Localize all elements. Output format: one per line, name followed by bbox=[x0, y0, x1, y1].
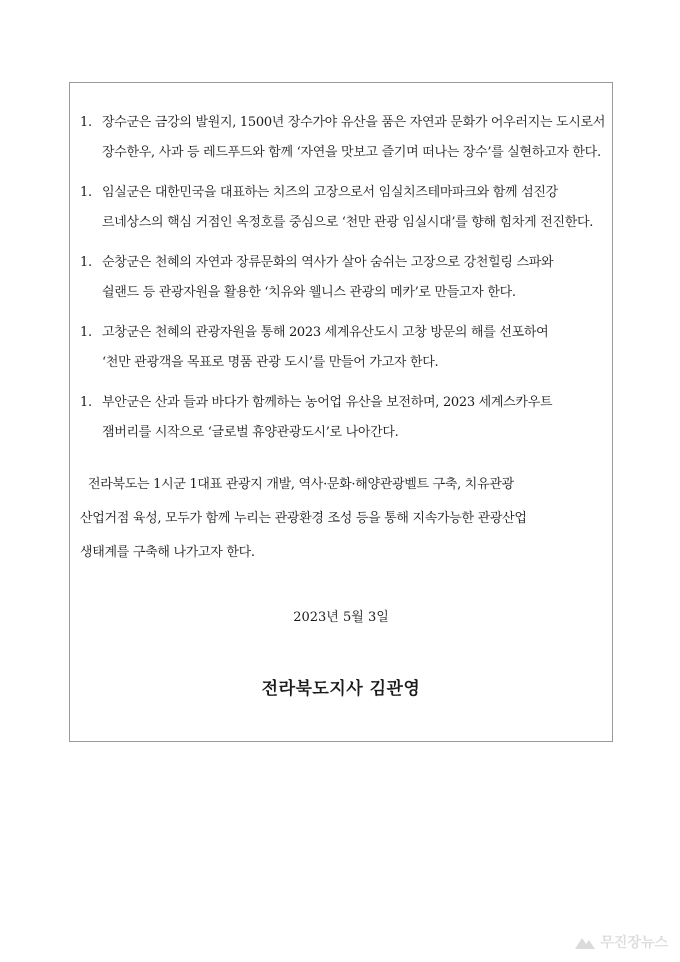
declaration-item-imsil bbox=[80, 178, 610, 238]
item-line: 부안군은 산과 들과 바다가 함께하는 농어업 유산을 보전하며, 2023 세계스카우트 bbox=[102, 395, 553, 410]
closing-paragraph bbox=[80, 468, 610, 570]
item-number: 1. bbox=[80, 325, 92, 340]
declaration-item-jangsu bbox=[80, 108, 610, 168]
declaration-list bbox=[80, 108, 610, 458]
declaration-item-gochang bbox=[80, 318, 610, 378]
item-line: 고창군은 천혜의 관광자원을 통해 2023 세계유산도시 고창 방문의 해를 선포하여 bbox=[102, 325, 549, 340]
closing-line: 전라북도는 1시군 1대표 관광지 개발, 역사·문화·해양관광벨트 구축, 치유관광 bbox=[88, 477, 514, 492]
closing-line: 생태계를 구축해 나가고자 한다. bbox=[80, 545, 255, 560]
declaration-item-sunchang bbox=[80, 248, 610, 308]
item-number: 1. bbox=[80, 115, 92, 130]
item-number: 1. bbox=[80, 185, 92, 200]
closing-line: 산업거점 육성, 모두가 함께 누리는 관광환경 조성 등을 통해 지속가능한 관광산업 bbox=[80, 511, 527, 526]
item-line: 잼버리를 시작으로 ‘글로벌 휴양관광도시’로 나아간다. bbox=[102, 425, 399, 440]
signature: 전라북도지사 김관영 bbox=[261, 679, 421, 699]
item-line: ‘천만 관광객을 목표로 명품 관광 도시’를 만들어 가고자 한다. bbox=[102, 355, 439, 370]
item-line: 순창군은 천혜의 자연과 장류문화의 역사가 살아 숨쉬는 고장으로 강천힐링 스파와 bbox=[102, 255, 554, 270]
mountain-logo-icon bbox=[574, 934, 596, 950]
item-line: 장수군은 금강의 발원지, 1500년 장수가야 유산을 품은 자연과 문화가 어우러지는 도시로서 bbox=[102, 115, 606, 130]
item-line: 장수한우, 사과 등 레드푸드와 함께 ‘자연을 맛보고 즐기며 떠나는 장수’를 실현하고자 한다. bbox=[102, 145, 601, 160]
item-line: 르네상스의 핵심 거점인 옥정호를 중심으로 ‘천만 관광 임실시대’를 향해 힘차게 전진한다. bbox=[102, 215, 594, 230]
declaration-item-buan bbox=[80, 388, 610, 448]
document-date: 2023년 5월 3일 bbox=[293, 610, 389, 625]
watermark bbox=[574, 932, 668, 952]
item-number: 1. bbox=[80, 255, 92, 270]
watermark-text: 무진장뉴스 bbox=[600, 935, 668, 951]
item-line: 임실군은 대한민국을 대표하는 치즈의 고장으로서 임실치즈테마파크와 함께 섬진강 bbox=[102, 185, 558, 200]
item-line: 쉴랜드 등 관광자원을 활용한 ‘치유와 웰니스 관광의 메카’로 만들고자 한다. bbox=[102, 285, 516, 300]
item-number: 1. bbox=[80, 395, 92, 410]
